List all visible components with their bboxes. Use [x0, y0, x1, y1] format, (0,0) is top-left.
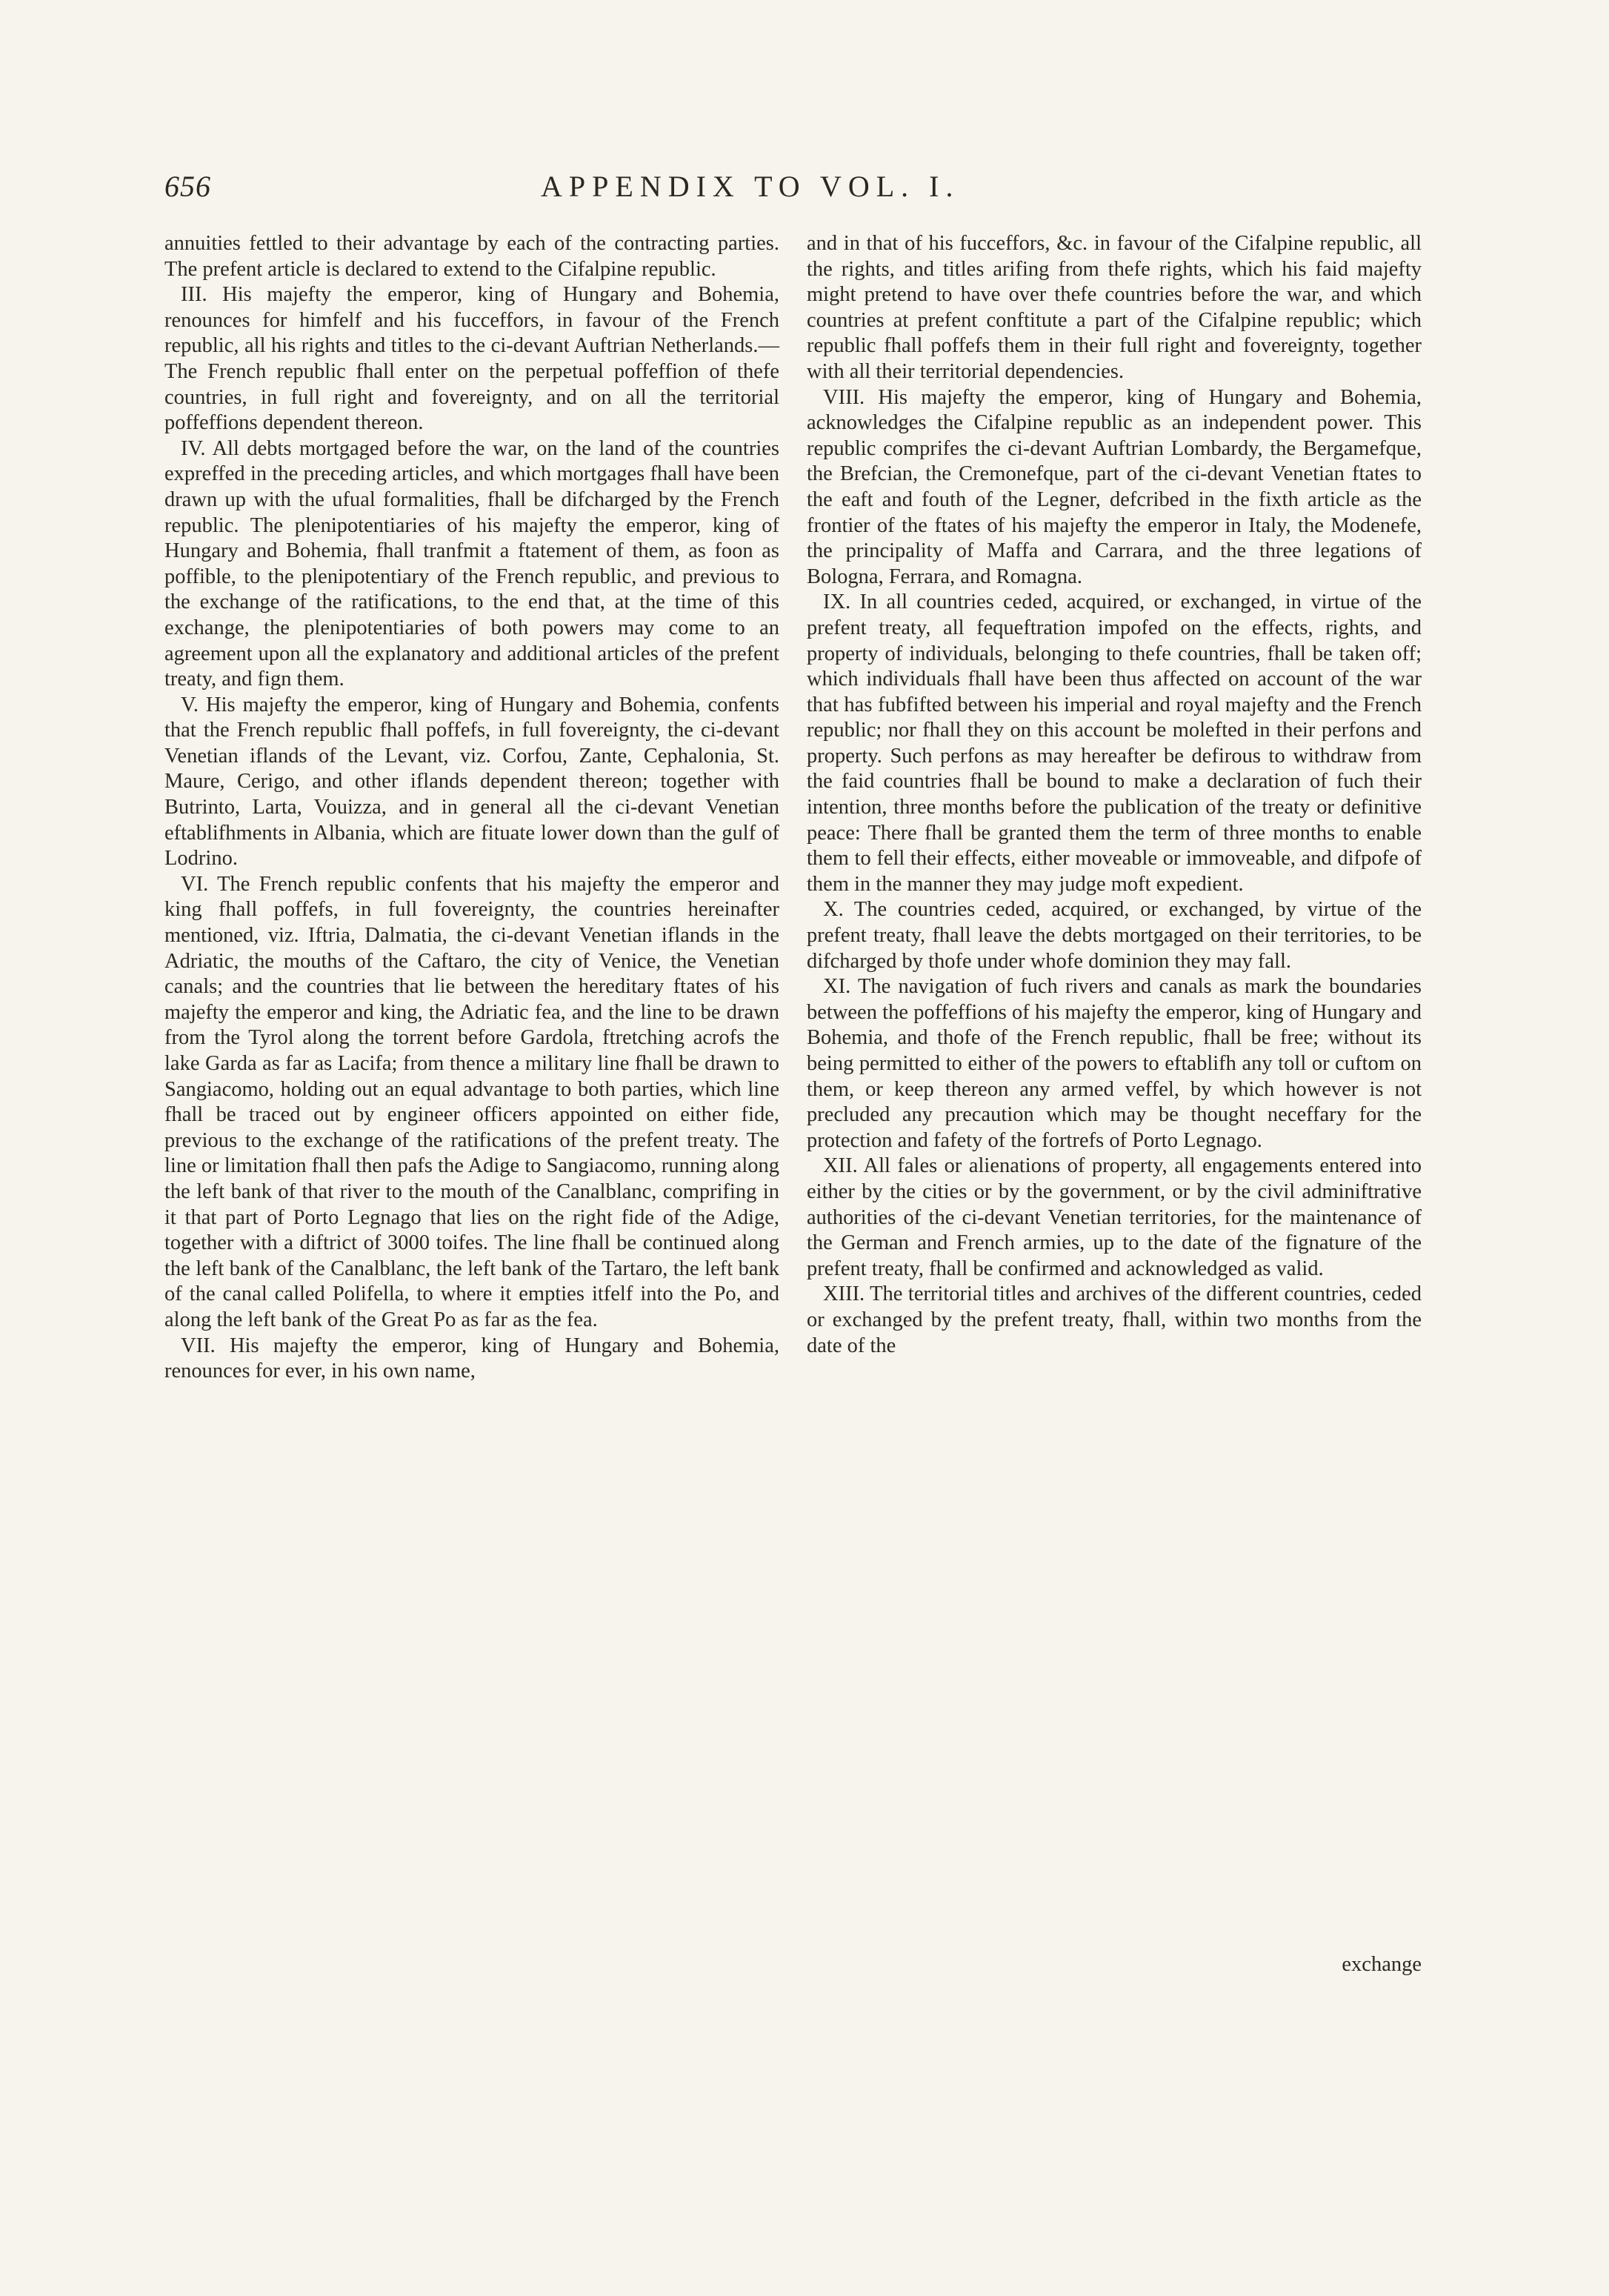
article-10: X. The countries ceded, acquired, or exchanged, by virtue of the prefent treaty, fhall leave the debts mortgaged on their territories, to be difcharged by thofe under whofe dominion they may fall. — [807, 898, 1422, 973]
article-8: VIII. His majefty the emperor, king of Hungary and Bohemia, acknowledges the Cifalpine republic as an independent power. This republic comprifes the ci-devant Auftrian Lombardy, the Bergamefque, the Brefcian, the Cremonefque, part of the ci-devant Venetian ftates to the eaft and fouth of the Legner, defcribed in the fixth article as the frontier of the ftates of his majefty the emperor in Italy, the Modenefe, the principality of Maffa and Carrara, and the three legations of Bologna, Ferrara, and Romagna. — [807, 385, 1422, 588]
page-number: 656 — [164, 170, 211, 203]
article-13: XIII. The territorial titles and archives of the different countries, ceded or exchanged by the prefent treaty, fhall, within two months from the date of the — [807, 1282, 1422, 1357]
article-7: VII. His majefty the emperor, king of Hungary and Bohemia, renounces for ever, in his own name, — [164, 1334, 779, 1383]
article-6: VI. The French republic confents that his majefty the emperor and king fhall poffefs, in full fovereignty, the countries hereinafter mentioned, viz. Iftria, Dalmatia, the ci-devant Venetian iflands in the Adriatic, the mouths of the Caftaro, the city of Venice, the Venetian canals; and the countries that lie between the hereditary ftates of his majefty the emperor and king, the Adriatic fea, and the line to be drawn from the Tyrol along the torrent before Gardola, ftretching acrofs the lake Garda as far as Lacifa; from thence a military line fhall be drawn to Sangiacomo, holding out an equal advantage to both parties, which line fhall be traced out by engineer officers appointed on either fide, previous to the exchange of the ratifications of the prefent treaty. The line or limitation fhall then pafs the Adige to Sangiacomo, running along the left bank of that river to the mouth of the Canalblanc, comprifing in it that part of Porto Legnago that lies on the right fide of the Adige, together with a diftrict of 3000 toifes. The line fhall be continued along the left bank of the Canalblanc, the left bank of the Tartaro, the left bank of the canal called Polifella, to where it empties itfelf into the Po, and along the left bank of the Great Po as far as the fea. — [164, 872, 779, 1331]
page-header — [0, 169, 1609, 213]
running-title: APPENDIX TO VOL. I. — [541, 170, 960, 203]
article-5: V. His majefty the emperor, king of Hungary and Bohemia, confents that the French republic fhall poffefs, in full fovereignty, the ci-devant Venetian iflands of the Levant, viz. Corfou, Zante, Cephalonia, St. Maure, Cerigo, and other iflands dependent thereon; together with Butrinto, Larta, Vouizza, and in general all the ci-devant Venetian eftablifhments in Albania, which are fituate lower down than the gulf of Lodrino. — [164, 693, 779, 871]
paragraph-continued-article: annuities fettled to their advantage by each of the contracting parties. The prefent article is declared to extend to the Cifalpine republic. — [164, 232, 779, 281]
article-9: IX. In all countries ceded, acquired, or exchanged, in virtue of the prefent treaty, all fequeftration impofed on the effects, rights, and property of individuals, belonging to thefe countries, fhall be taken off; which individuals fhall have been thus affected on account of the war that has fubfifted between his imperial and royal majefty and the French republic; nor fhall they on this account be molefted in their perfons and property. Such perfons as may hereafter be defirous to withdraw from the faid countries fhall be bound to make a declaration of fuch their intention, three months before the publication of the treaty or definitive peace: There fhall be granted them the term of three months to enable them to fell their effects, either moveable or immoveable, and difpofe of them in the manner they may judge moft expedient. — [807, 590, 1422, 896]
catchword: exchange — [1342, 1953, 1422, 1976]
left-column — [164, 231, 779, 1385]
article-4: IV. All debts mortgaged before the war, on the land of the countries expreffed in the preceding articles, and which mortgages fhall have been drawn up with the ufual formalities, fhall be difcharged by the French republic. The plenipotentiaries of his majefty the emperor, king of Hungary and Bohemia, fhall tranfmit a ftatement of them, as foon as poffible, to the plenipotentiary of the French republic, and previous to the exchange of the ratifications, to the end that, at the time of this exchange, the plenipotentiaries of both powers may come to an agreement upon all the explanatory and additional articles of the prefent treaty, and fign them. — [164, 436, 779, 691]
article-7-continued: and in that of his fucceffors, &c. in favour of the Cifalpine republic, all the rights, and titles arifing from thefe rights, which his faid majefty might pretend to have over thefe countries before the war, and which countries at prefent conftitute a part of the Cifalpine republic; which republic fhall poffefs them in their full right and fovereignty, together with all their territorial dependencies. — [807, 232, 1422, 383]
article-3: III. His majefty the emperor, king of Hungary and Bohemia, renounces for himfelf and his fucceffors, in favour of the French republic, all his rights and titles to the ci-devant Auftrian Netherlands.—The French republic fhall enter on the perpetual poffeffion of thefe countries, in full right and fovereignty, and on all the territorial poffeffions dependent thereon. — [164, 283, 779, 435]
right-column — [807, 231, 1422, 1359]
article-12: XII. All fales or alienations of property, all engagements entered into either by the cities or by the government, or by the civil adminiftrative authorities of the ci-devant Venetian territories, for the maintenance of the German and French armies, up to the date of the fignature of the prefent treaty, fhall be confirmed and acknowledged as valid. — [807, 1154, 1422, 1280]
article-11: XI. The navigation of fuch rivers and canals as mark the boundaries between the poffeffions of his majefty the emperor, king of Hungary and Bohemia, and thofe of the French republic, fhall be free; without its being permitted to either of the powers to eftablifh any toll or cuftom on them, or keep thereon any armed veffel, by which however is not precluded any precaution which may be thought neceffary for the protection and fafety of the fortrefs of Porto Legnago. — [807, 975, 1422, 1152]
